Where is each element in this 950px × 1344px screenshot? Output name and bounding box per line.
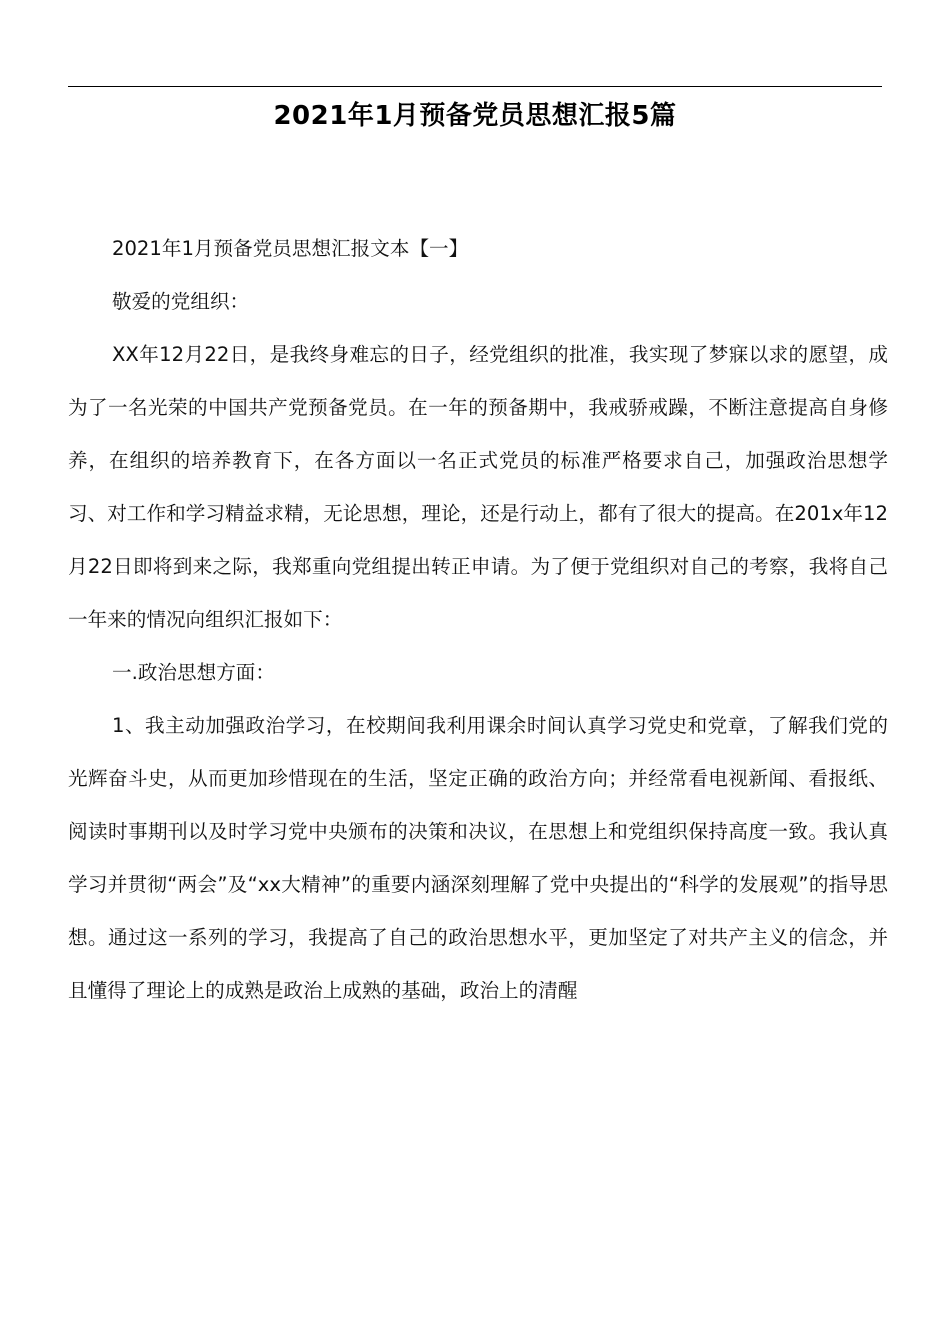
salutation: 敬爱的党组织： <box>112 290 250 313</box>
section-heading: 2021年1月预备党员思想汇报文本【一】 <box>112 237 469 260</box>
document-title: 2021年1月预备党员思想汇报5篇 <box>273 101 677 131</box>
header-rule <box>68 86 882 87</box>
body-paragraph-intro: XX年12月22日，是我终身难忘的日子，经党组织的批准，我实现了梦寐以求的愿望，成为了一名光荣的中国共产党预备党员。在一年的预备期中，我戒骄戒躁，不断注意提高自身修养，在组织的培养教育下，在各方面以一名正式党员的标准严格要求自己，加强政治思想学习、对工作和学习精益求精，无论思想，理论，还是行动上，都有了很大的提高。在201x年12月22日即将到来之际，我郑重向党组提出转正申请。为了便于党组织对自己的考察，我将自己一年来的情况向组织汇报如下： <box>68 343 888 631</box>
body-paragraph-politics: 1、我主动加强政治学习，在校期间我利用课余时间认真学习党史和党章，了解我们党的光辉奋斗史，从而更加珍惜现在的生活，坚定正确的政治方向；并经常看电视新闻、看报纸、阅读时事期刊以及时学习党中央颁布的决策和决议，在思想上和党组织保持高度一致。我认真学习并贯彻“两会”及“xx大精神”的重要内涵深刻理解了党中央提出的“科学的发展观”的指导思想。通过这一系列的学习，我提高了自己的政治思想水平，更加坚定了对共产主义的信念，并且懂得了理论上的成熟是政治上成熟的基础，政治上的清醒 <box>68 714 888 1002</box>
document-body <box>68 222 888 1017</box>
subsection-heading: 一.政治思想方面： <box>112 661 275 684</box>
